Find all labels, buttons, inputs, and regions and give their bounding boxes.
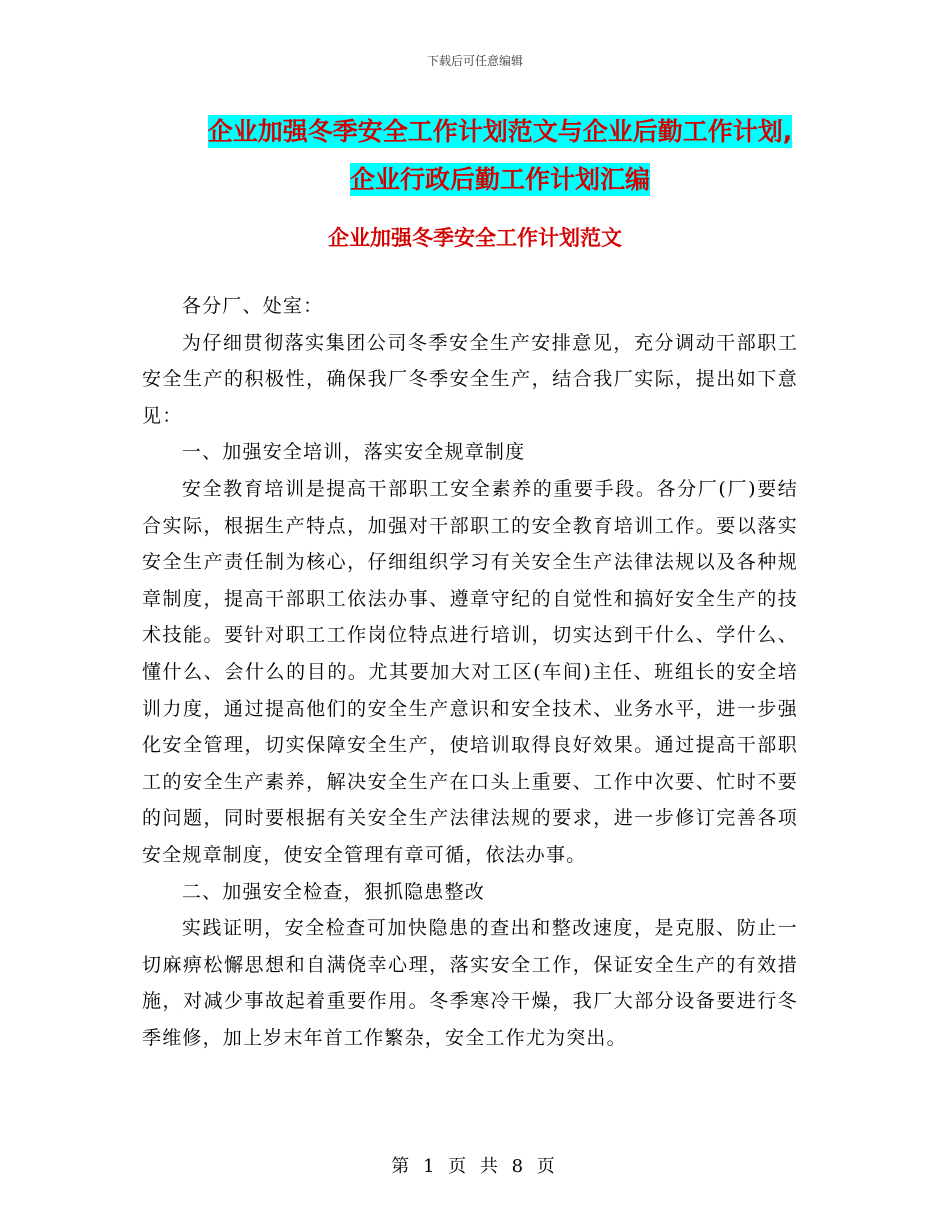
section-title: 企业加强冬季安全工作计划范文 — [328, 226, 622, 250]
body-text — [142, 288, 798, 1056]
heading-section-2: 二、加强安全检查，狠抓隐患整改 — [181, 880, 485, 903]
page-footer: 第 1 页 共 8 页 — [391, 1156, 559, 1177]
paragraph-section-1: 安全教育培训是提高干部职工安全素养的重要手段。各分厂(厂)要结合实际，根据生产特点，加强对干部职工的安全教育培训工作。要以落实安全生产责任制为核心，仔细组织学习有关安全生产法律法规以及各种规章制度，提高干部职工依法办事、遵章守纪的自觉性和搞好安全生产的技术技能。要针对职工工作岗位特点进行培训，切实达到干什么、学什么、懂什么、会什么的目的。尤其要加大对工区(车间)主任、班组长的安全培训力度，通过提高他们的安全生产意识和安全技术、业务水平，进一步强化安全管理，切实保障安全生产，使培训取得良好效果。通过提高干部职工的安全生产素养，解决安全生产在口头上重要、工作中次要、忙时不要的问题，同时要根据有关安全生产法律法规的要求，进一步修订完善各项安全规章制度，使安全管理有章可循，依法办事。 — [142, 477, 798, 866]
document-title — [140, 108, 860, 204]
title-line-2: 企业行政后勤工作计划汇编 — [349, 165, 650, 194]
paragraph-intro: 为仔细贯彻落实集团公司冬季安全生产安排意见，充分调动干部职工安全生产的积极性，确保我厂冬季安全生产，结合我厂实际，提出如下意见： — [142, 331, 798, 427]
page-header: 下载后可任意编辑 — [426, 54, 523, 68]
heading-section-1: 一、加强安全培训，落实安全规章制度 — [181, 441, 526, 464]
paragraph-section-2: 实践证明，安全检查可加快隐患的查出和整改速度，是克服、防止一切麻痹松懈思想和自满侥幸心理，落实安全工作，保证安全生产的有效措施，对减少事故起着重要作用。冬季寒冷干燥，我厂大部分设备要进行冬季维修，加上岁末年首工作繁杂，安全工作尤为突出。 — [142, 917, 798, 1049]
salutation: 各分厂、处室： — [181, 295, 324, 317]
title-line-1: 企业加强冬季安全工作计划范文与企业后勤工作计划, — [207, 117, 793, 146]
